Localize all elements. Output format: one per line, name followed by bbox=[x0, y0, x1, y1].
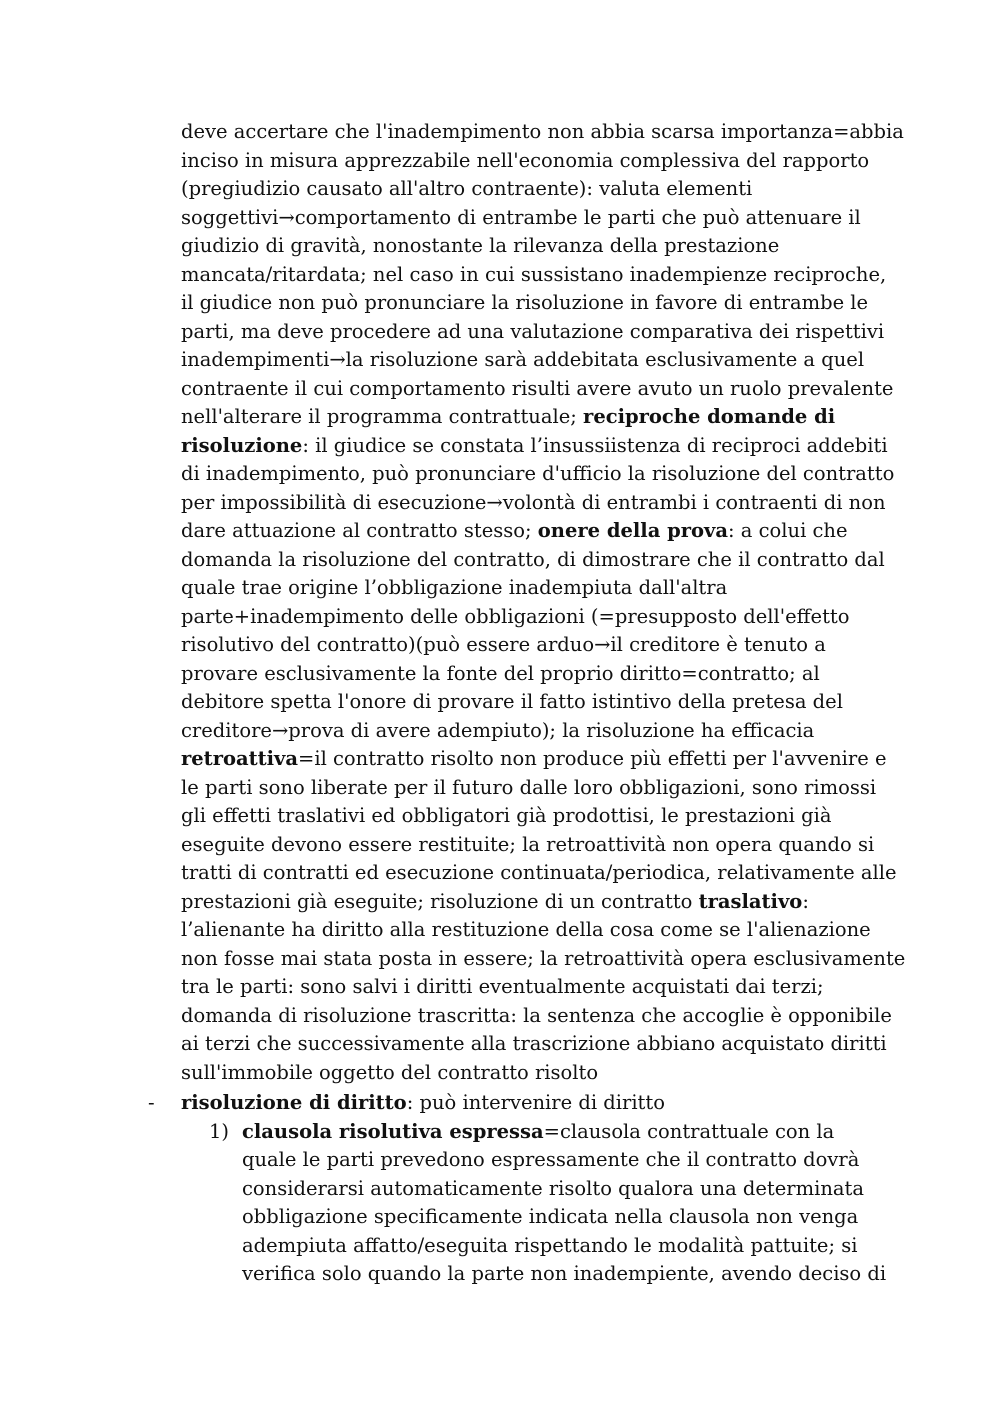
text-run: sull'immobile oggetto del contratto risolto bbox=[181, 1060, 599, 1084]
text-line bbox=[181, 717, 881, 746]
text-line bbox=[181, 688, 881, 717]
text-run: per impossibilità di esecuzione→volontà di entrambi i contraenti di non bbox=[181, 490, 886, 514]
text-line bbox=[181, 888, 881, 917]
text-run: parti, ma deve procedere ad una valutazione comparativa dei rispettivi bbox=[181, 319, 885, 343]
text-run: adempiuta affatto/eseguita rispettando le modalità pattuite; si bbox=[242, 1233, 858, 1257]
text-run: =il contratto risolto non produce più effetti per l'avvenire e bbox=[298, 747, 887, 770]
text-run: : a colui che bbox=[728, 519, 848, 542]
text-line bbox=[181, 147, 881, 176]
text-line bbox=[181, 204, 881, 233]
text-line bbox=[181, 973, 881, 1002]
text-run: : il giudice se constata l’insussiistenza di reciproci addebiti bbox=[302, 433, 888, 457]
text-line bbox=[181, 375, 894, 404]
dash-bullet: - bbox=[148, 1091, 155, 1114]
bold-term: reciproche domande di bbox=[583, 405, 836, 428]
text-line bbox=[181, 318, 885, 347]
text-line bbox=[181, 1059, 881, 1088]
numbered-item-text bbox=[242, 1118, 886, 1289]
text-line bbox=[181, 831, 881, 860]
text-line bbox=[242, 1260, 886, 1289]
bold-term: clausola risolutiva espressa bbox=[242, 1119, 544, 1143]
text-line bbox=[181, 916, 881, 945]
text-run: risolutivo del contratto)(può essere arduo→il creditore è tenuto a bbox=[181, 633, 826, 656]
text-line bbox=[181, 631, 881, 660]
text-run: contraente il cui comportamento risulti avere avuto un ruolo prevalente bbox=[181, 376, 894, 400]
text-run: creditore→prova di avere adempiuto); la risoluzione ha efficacia bbox=[181, 718, 815, 742]
text-run: =clausola contrattuale con la bbox=[543, 1119, 835, 1143]
bold-term: risoluzione di diritto bbox=[181, 1091, 407, 1114]
text-run: non fosse mai stata posta in essere; la retroattività opera esclusivamente bbox=[181, 946, 906, 970]
text-line bbox=[242, 1203, 886, 1232]
text-run: debitore spetta l'onore di provare il fatto istintivo della pretesa del bbox=[181, 690, 843, 713]
text-run: parte+inadempimento delle obbligazioni (=presupposto dell'effetto bbox=[181, 604, 850, 628]
text-run: : bbox=[802, 889, 809, 913]
text-line bbox=[181, 460, 895, 489]
text-run: provare esclusivamente la fonte del proprio diritto=contratto; al bbox=[181, 661, 820, 685]
text-line bbox=[181, 603, 881, 632]
text-run: le parti sono liberate per il futuro dalle loro obbligazioni, sono rimossi bbox=[181, 775, 877, 799]
text-line bbox=[181, 1089, 665, 1118]
text-line bbox=[181, 802, 881, 831]
text-line bbox=[181, 118, 904, 147]
text-line bbox=[181, 1030, 887, 1059]
text-line bbox=[181, 517, 881, 546]
text-run: considerarsi automaticamente risolto qualora una determinata bbox=[242, 1176, 865, 1200]
dash-item-text bbox=[181, 1089, 665, 1118]
text-line bbox=[242, 1146, 886, 1175]
text-run: nell'alterare il programma contrattuale; bbox=[181, 405, 584, 428]
text-line bbox=[181, 660, 881, 689]
text-line bbox=[181, 745, 887, 774]
text-run: di inadempimento, può pronunciare d'ufficio la risoluzione del contratto bbox=[181, 462, 895, 485]
text-line bbox=[181, 859, 897, 888]
text-run: giudizio di gravità, nonostante la rilevanza della prestazione bbox=[181, 234, 780, 257]
text-line bbox=[242, 1232, 886, 1261]
text-run: quale trae origine l’obbligazione inadempiuta dall'altra bbox=[181, 576, 728, 599]
text-run: inciso in misura apprezzabile nell'economia complessiva del rapporto bbox=[181, 148, 870, 172]
text-run: dare attuazione al contratto stesso; bbox=[181, 519, 538, 542]
text-line bbox=[181, 1002, 892, 1031]
text-line bbox=[181, 945, 906, 974]
text-run: tratti di contratti ed esecuzione continuata/periodica, relativamente alle bbox=[181, 861, 897, 884]
list-number: 1) bbox=[209, 1119, 230, 1143]
text-line bbox=[181, 574, 881, 603]
text-run: deve accertare che l'inadempimento non abbia scarsa importanza=abbia bbox=[181, 120, 904, 143]
text-line bbox=[181, 261, 887, 290]
text-line bbox=[181, 346, 881, 375]
text-run: tra le parti: sono salvi i diritti eventualmente acquistati dai terzi; bbox=[181, 975, 824, 998]
text-run: (pregiudizio causato all'altro contraente): valuta elementi bbox=[181, 177, 753, 200]
bold-term: onere della prova bbox=[537, 519, 729, 542]
text-run: gli effetti traslativi ed obbligatori già prodottisi, le prestazioni già bbox=[181, 804, 832, 827]
text-run: domanda di risoluzione trascritta: la sentenza che accoglie è opponibile bbox=[181, 1003, 892, 1027]
text-line bbox=[181, 546, 885, 575]
text-line bbox=[181, 774, 881, 803]
text-run: il giudice non può pronunciare la risoluzione in favore di entrambe le bbox=[181, 291, 869, 314]
text-run: : può intervenire di diritto bbox=[406, 1091, 665, 1114]
text-run: soggettivi→comportamento di entrambe le parti che può attenuare il bbox=[181, 205, 861, 229]
text-run: ai terzi che successivamente alla trascrizione abbiano acquistato diritti bbox=[181, 1032, 887, 1055]
bold-term: risoluzione bbox=[181, 433, 303, 457]
text-run: eseguite devono essere restituite; la retroattività non opera quando si bbox=[181, 832, 875, 856]
bold-term: traslativo bbox=[698, 889, 803, 913]
text-line bbox=[181, 489, 886, 518]
text-run: l’alienante ha diritto alla restituzione della cosa come se l'alienazione bbox=[181, 918, 871, 941]
text-run: quale le parti prevedono espressamente che il contratto dovrà bbox=[242, 1148, 860, 1171]
text-line bbox=[242, 1175, 886, 1204]
text-run: domanda la risoluzione del contratto, di dimostrare che il contratto dal bbox=[181, 547, 885, 571]
body-paragraph bbox=[181, 118, 906, 1087]
bold-term: retroattiva bbox=[181, 747, 298, 770]
text-line bbox=[181, 403, 881, 432]
text-line bbox=[181, 175, 881, 204]
text-run: mancata/ritardata; nel caso in cui sussistano inadempienze reciproche, bbox=[181, 262, 887, 286]
text-line bbox=[181, 289, 881, 318]
text-run: inadempimenti→la risoluzione sarà addebitata esclusivamente a quel bbox=[181, 348, 865, 371]
text-run: obbligazione specificamente indicata nella clausola non venga bbox=[242, 1205, 859, 1228]
text-line bbox=[181, 232, 881, 261]
text-run: prestazioni già eseguite; risoluzione di un contratto bbox=[181, 889, 699, 913]
text-line bbox=[242, 1118, 886, 1147]
text-run: verifica solo quando la parte non inadempiente, avendo deciso di bbox=[242, 1262, 887, 1285]
text-line bbox=[181, 432, 888, 461]
